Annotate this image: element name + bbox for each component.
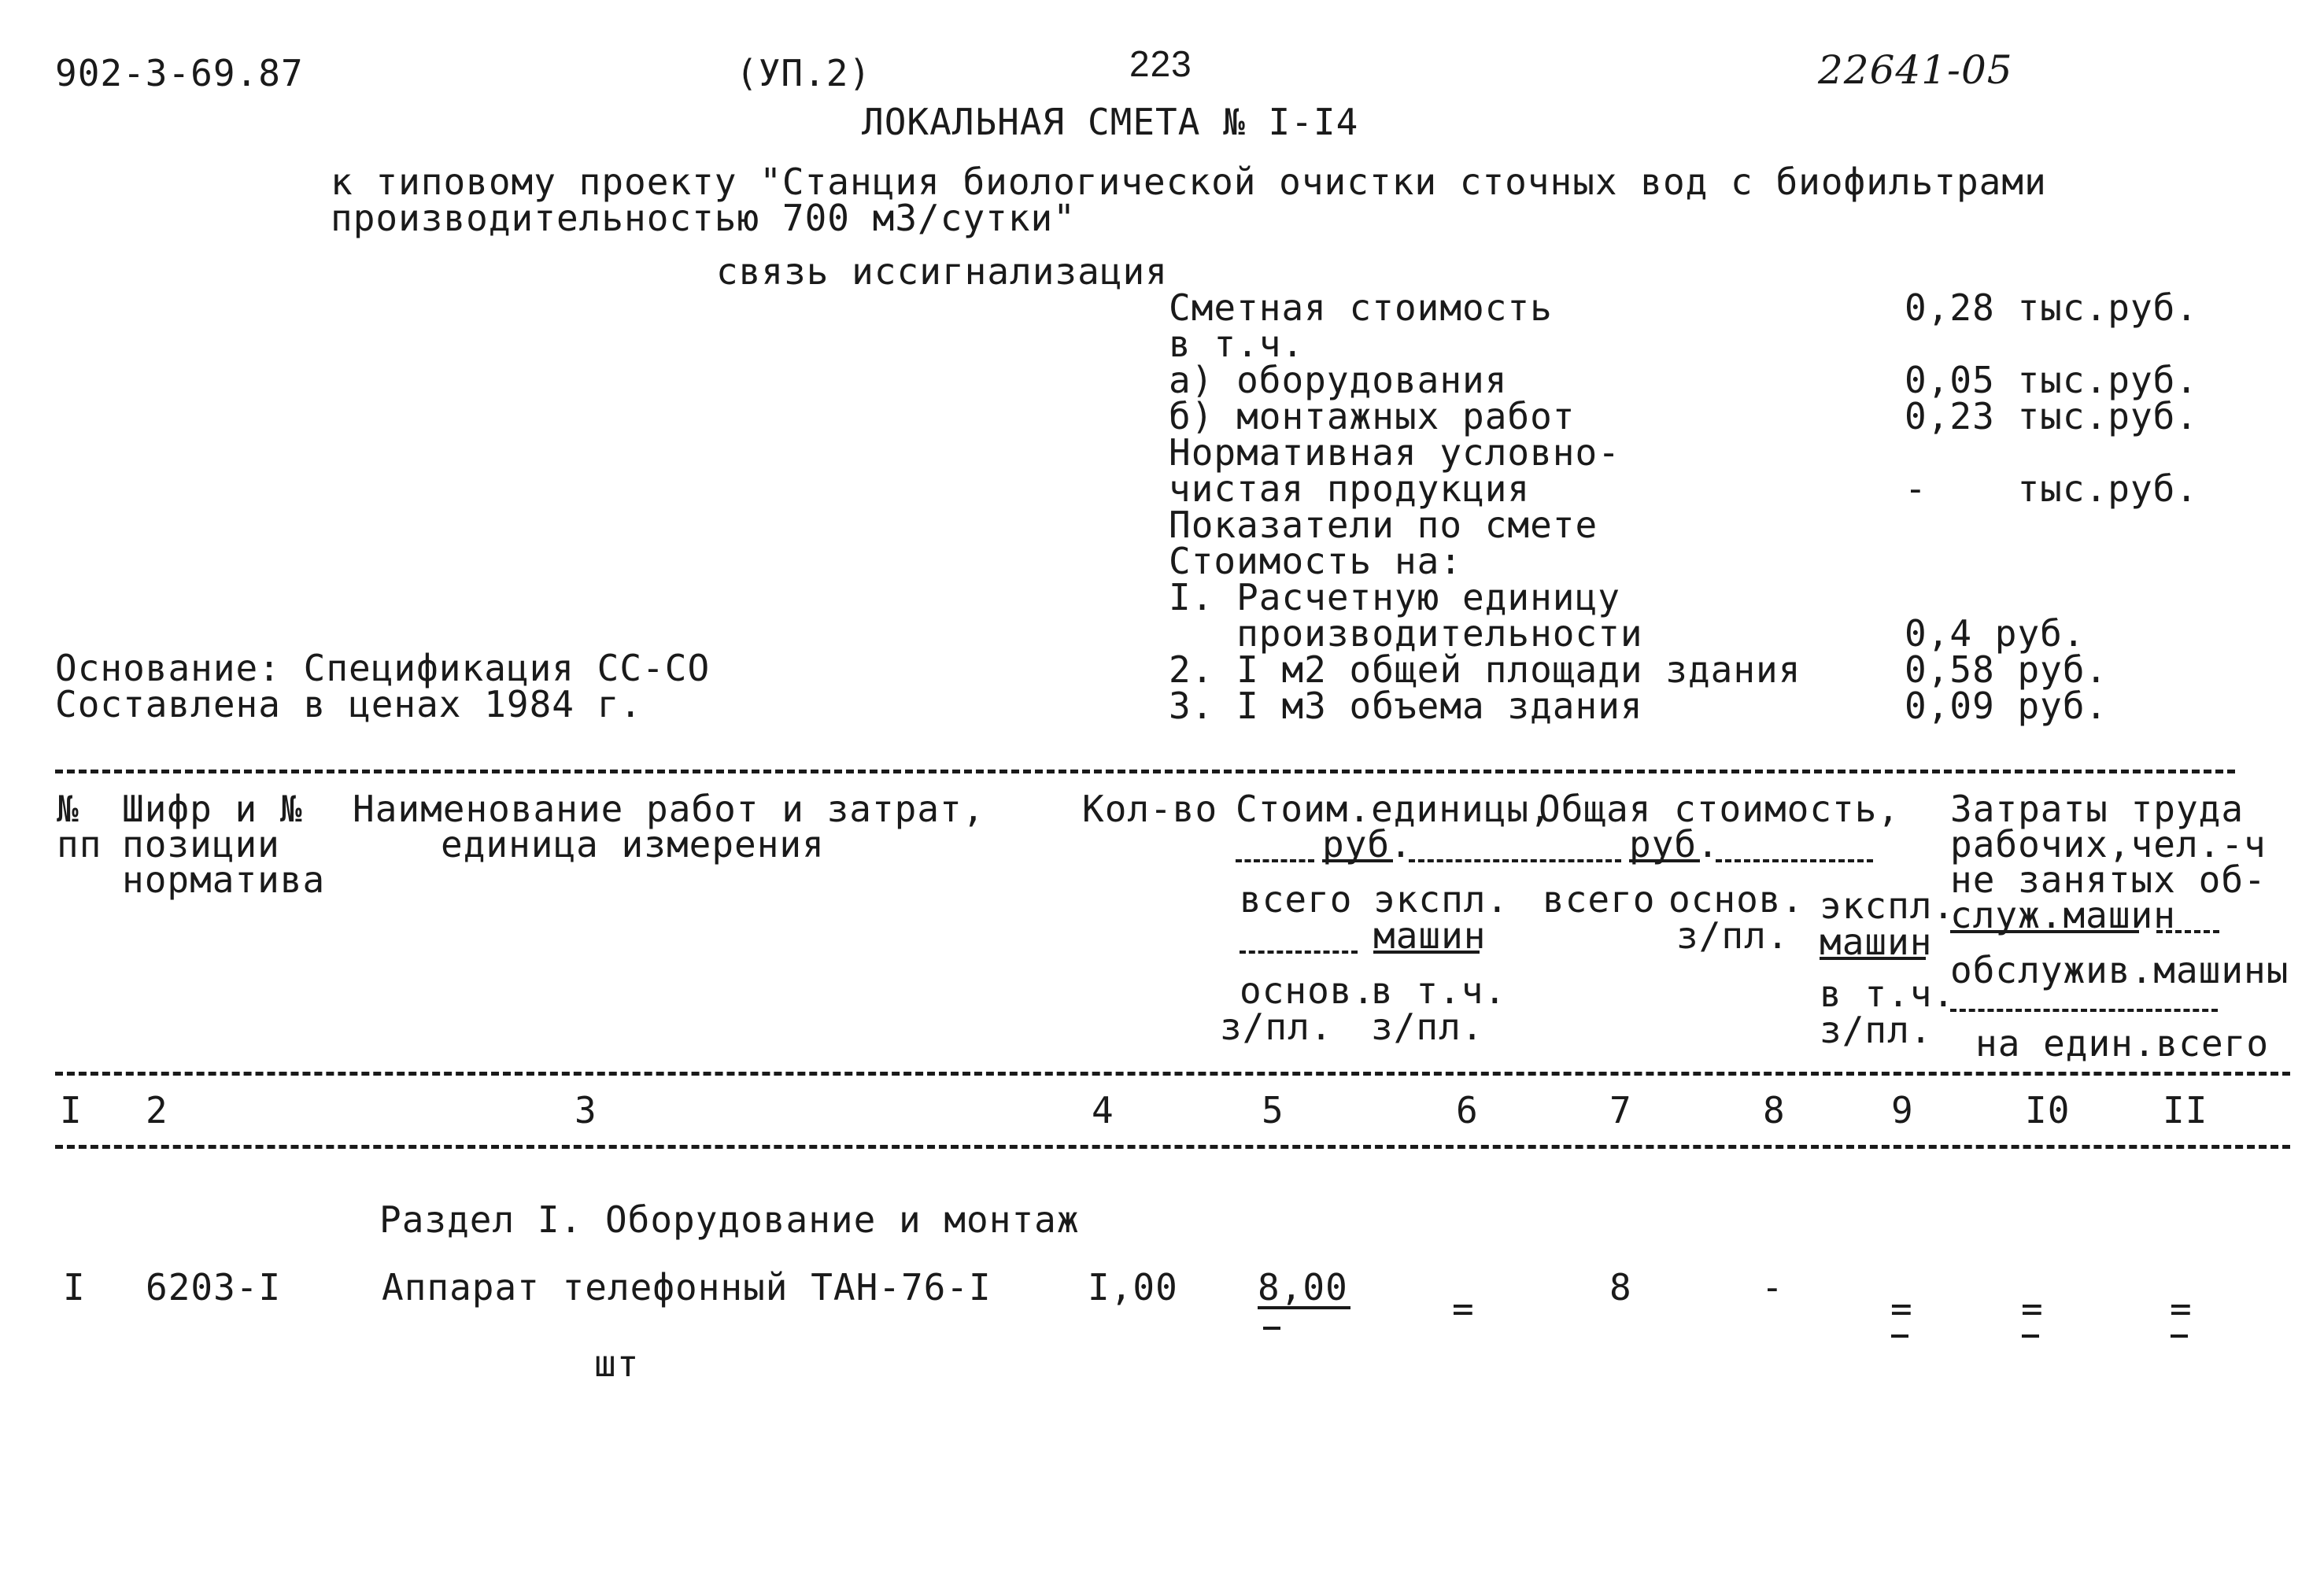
rub-underline-2 [1629, 859, 1700, 862]
mach-underline [1373, 951, 1480, 954]
basis-line1: Основание: Спецификация СС-СО [55, 647, 711, 689]
header-unit-mach: экспл. [1373, 878, 1509, 921]
table-top-rule [55, 770, 2235, 773]
colnum-1: I [60, 1089, 83, 1131]
summary-row: I. Расчетную единицу [1169, 576, 1620, 618]
header-labor-6: на един.всего [1975, 1022, 2270, 1065]
header-total-rub: руб. [1629, 823, 1720, 866]
rub-dash-mid [1409, 859, 1621, 862]
header-total-mach-2: машин [1820, 921, 1933, 963]
document-title: ЛОКАЛЬНАЯ СМЕТА № I-I4 [862, 101, 1359, 143]
header-unit-rub: руб. [1322, 823, 1413, 866]
unit-dash [1240, 951, 1358, 954]
summary-row: чистая продукция - тыс.руб. [1169, 467, 2199, 510]
row-num: I [63, 1266, 86, 1309]
colnum-8: 8 [1763, 1089, 1786, 1131]
header-code-norm: норматива [122, 858, 326, 901]
header-bottom-rule [55, 1072, 2290, 1076]
rub-dash-left [1236, 859, 1314, 862]
header-total-mach: экспл. [1820, 884, 1956, 927]
unit-cost-dash [1263, 1327, 1280, 1330]
header-labor-2: рабочих,чел.-ч [1950, 823, 2267, 866]
summary-row: б) монтажных работ 0,23 тыс.руб. [1169, 395, 2199, 437]
header-num: № [57, 788, 79, 830]
header-total-cost: Общая стоимость, [1539, 788, 1901, 830]
colnum-5: 5 [1262, 1089, 1284, 1131]
colnum-9: 9 [1891, 1089, 1914, 1131]
colnum-6: 6 [1456, 1089, 1479, 1131]
row-col9: = [1890, 1287, 1913, 1330]
labor-dash-2 [1950, 1009, 2218, 1012]
rub-underline [1322, 859, 1393, 862]
header-total-all: всего [1543, 878, 1656, 921]
labor-underline [1950, 930, 2139, 933]
colnum-11: II [2163, 1089, 2208, 1131]
colnum-7: 7 [1609, 1089, 1632, 1131]
header-unit-incl-2: з/пл. [1371, 1006, 1484, 1048]
header-labor-3: не занятых об- [1950, 858, 2267, 901]
col11-dash [2171, 1335, 2188, 1338]
header-unit-base-2: з/пл. [1220, 1006, 1333, 1048]
header-code: Шифр и № [122, 788, 303, 830]
header-total-base-2: з/пл. [1676, 914, 1790, 957]
header-total-incl: в т.ч. [1820, 973, 1956, 1015]
header-unit: единица измерения [441, 823, 825, 866]
header-labor-4: служ.машин [1950, 894, 2176, 936]
row-col8: - [1761, 1266, 1784, 1309]
summary-row: производительности 0,4 руб. [1169, 612, 2086, 655]
row-col6: = [1452, 1287, 1475, 1330]
header-name: Наименование работ и затрат, [353, 788, 985, 830]
colnum-3: 3 [575, 1089, 597, 1131]
row-name: Аппарат телефонный ТАН-76-I [382, 1266, 992, 1309]
row-qty: I,00 [1088, 1266, 1178, 1309]
subtitle-line2: производительностью 700 м3/сутки" [331, 197, 1076, 239]
row-col11: = [2170, 1287, 2193, 1330]
header-total-incl-2: з/пл. [1820, 1009, 1933, 1051]
summary-row: Стоимость на: [1169, 540, 1463, 582]
inventory-number: 22641-05 [1818, 47, 2013, 93]
header-qty: Кол-во [1082, 788, 1218, 830]
section-heading: Раздел I. Оборудование и монтаж [379, 1198, 1080, 1241]
header-unit-mach-2: машин [1373, 914, 1487, 957]
summary-row: в т.ч. [1169, 323, 1305, 365]
row-total: 8 [1609, 1266, 1632, 1309]
header-num-pp: пп [57, 823, 102, 866]
summary-row: Показатели по смете [1169, 504, 1598, 546]
header-code-position: позиции [122, 823, 280, 866]
summary-row: 2. I м2 общей площади здания 0,58 руб. [1169, 648, 2108, 691]
summary-row: Сметная стоимость 0,28 тыс.руб. [1169, 286, 2199, 329]
column-numbers-rule [55, 1145, 2290, 1149]
row-col10: = [2021, 1287, 2044, 1330]
total-mach-underline [1820, 957, 1926, 960]
labor-dash [2156, 930, 2219, 933]
col9-dash [1891, 1335, 1908, 1338]
header-labor-1: Затраты труда [1950, 788, 2245, 830]
col10-dash [2022, 1335, 2039, 1338]
basis-line2: Составлена в ценах 1984 г. [55, 683, 643, 725]
summary-row: 3. I м3 объема здания 0,09 руб. [1169, 685, 2108, 727]
row-unit: шт [594, 1342, 640, 1385]
colnum-4: 4 [1092, 1089, 1114, 1131]
subtitle-line1: к типовому проекту "Станция биологической очистки сточных вод с биофильтрами [331, 161, 2047, 203]
row-unit-cost: 8,00 [1258, 1266, 1348, 1309]
page-number: 223 [1129, 43, 1192, 84]
section-name: связь иссигнализация [716, 250, 1168, 293]
project-code: 902-3-69.87 [55, 52, 304, 94]
header-unit-total: всего [1240, 878, 1353, 921]
header-unit-incl: в т.ч. [1371, 969, 1507, 1012]
header-labor-5: обслужив.машины [1950, 949, 2289, 991]
row-code: 6203-I [146, 1266, 282, 1309]
colnum-2: 2 [146, 1089, 168, 1131]
summary-row: а) оборудования 0,05 тыс.руб. [1169, 359, 2199, 401]
summary-block [1169, 286, 2208, 727]
colnum-10: I0 [2025, 1089, 2071, 1131]
header-unit-cost: Стоим.единицы, [1236, 788, 1552, 830]
rub-dash-right [1716, 859, 1873, 862]
unit-cost-underline [1258, 1306, 1350, 1309]
header-total-base: основ. [1668, 878, 1805, 921]
header-unit-base: основ. [1240, 969, 1376, 1012]
summary-row: Нормативная условно- [1169, 431, 1620, 474]
album-number: (УП.2) [736, 52, 872, 94]
